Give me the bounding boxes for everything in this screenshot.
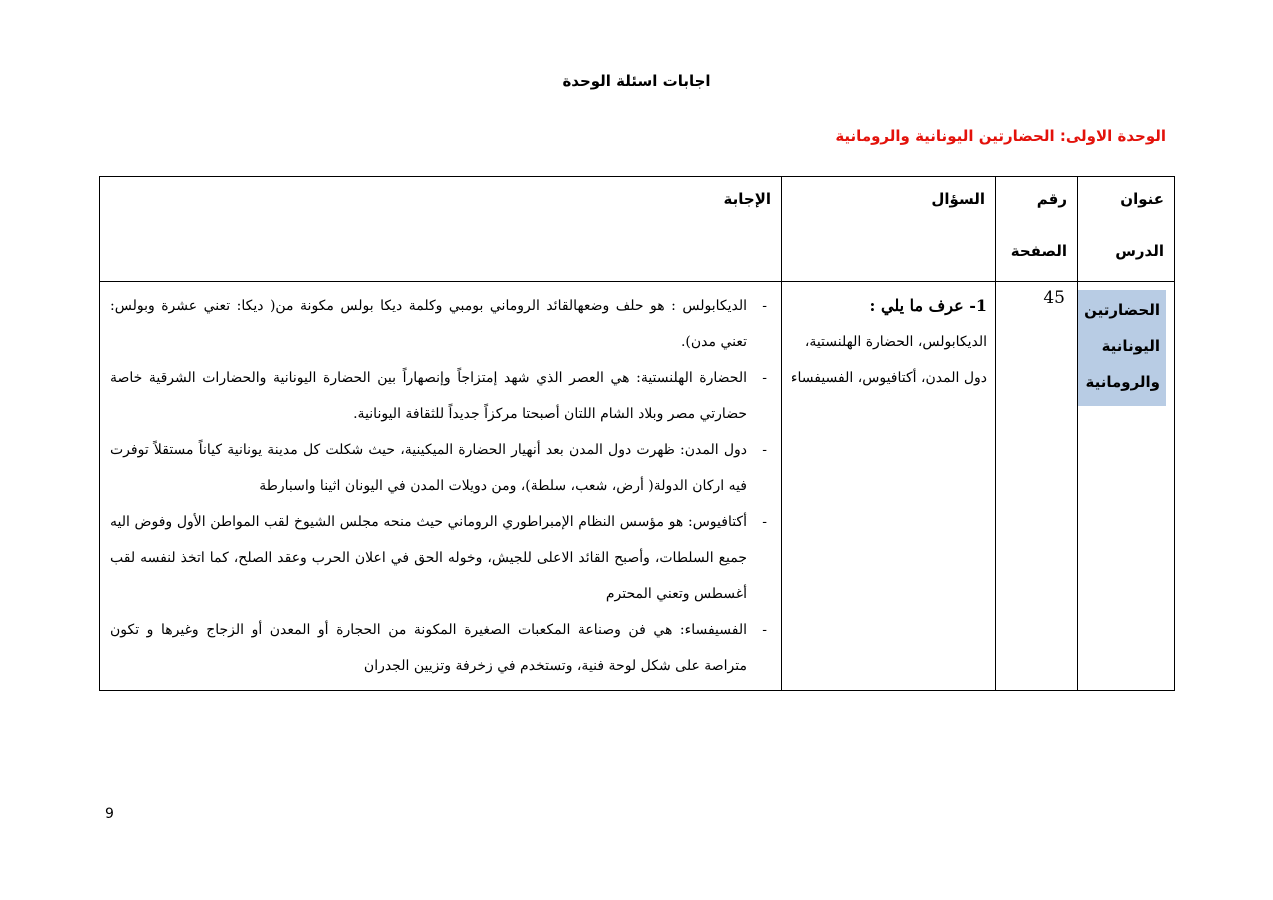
lesson-title: الحضارتين اليونانية والرومانية bbox=[1078, 290, 1166, 406]
lesson-cell bbox=[1078, 282, 1175, 691]
answers-table bbox=[99, 176, 1175, 691]
table-row bbox=[100, 282, 1175, 691]
unit-title: الوحدة الاولى: الحضارتين اليونانية والرومانية bbox=[835, 127, 1166, 145]
question-body: الديكابولس، الحضارة الهلنستية، دول المدن، أكتافيوس، الفسيفساء bbox=[790, 334, 987, 386]
header-lesson-title: عنوان الدرس bbox=[1078, 177, 1175, 282]
answer-list bbox=[110, 288, 771, 684]
header-question: السؤال bbox=[782, 177, 996, 282]
answer-cell bbox=[100, 282, 782, 691]
table-header-row bbox=[100, 177, 1175, 282]
list-item: - الديكابولس : هو حلف وضعهالقائد الروماني بومبي وكلمة ديكا بولس مكونة من( ديكا: تعني عشرة وبولس: تعني مدن). bbox=[110, 298, 767, 350]
question-head: 1- عرف ما يلي : bbox=[869, 296, 987, 315]
header-page-number: رقم الصفحة bbox=[996, 177, 1078, 282]
question-cell bbox=[782, 282, 996, 691]
page-title: اجابات اسئلة الوحدة bbox=[562, 72, 711, 90]
page-number-cell: 45 bbox=[996, 282, 1078, 691]
list-item: - الحضارة الهلنستية: هي العصر الذي شهد إمتزاجاً وإنصهاراً بين الحضارة اليونانية والحضارات الشرقية خاصة حضارتي مصر وبلاد الشام اللتان أصبحتا مركزاً جديداً للثقافة اليونانية. bbox=[110, 370, 767, 422]
header-answer: الإجابة bbox=[100, 177, 782, 282]
list-item: - دول المدن: ظهرت دول المدن بعد أنهيار الحضارة الميكينية، حيث شكلت كل مدينة يونانية كياناً مستقلاً توفرت فيه اركان الدولة( أرض، شعب، سلطة)، ومن دويلات المدن في اليونان اثينا واسبارطة bbox=[110, 442, 767, 494]
footer-page-number: 9 bbox=[105, 806, 114, 822]
list-item: - الفسيفساء: هي فن وصناعة المكعبات الصغيرة المكونة من الحجارة أو المعدن أو الزجاج وغيرها و تكون متراصة على شكل لوحة فنية، وتستخدم في زخرفة وتزيين الجدران bbox=[110, 622, 767, 674]
list-item: - أكتافيوس: هو مؤسس النظام الإمبراطوري الروماني حيث منحه مجلس الشيوخ لقب المواطن الأول وفوض اليه جميع السلطات، وأصبح القائد الاعلى للجيش، وخوله الحق في اعلان الحرب وعقد الصلح، كما اتخذ لنفسه لقب أغسطس وتعني المحترم bbox=[110, 514, 767, 602]
